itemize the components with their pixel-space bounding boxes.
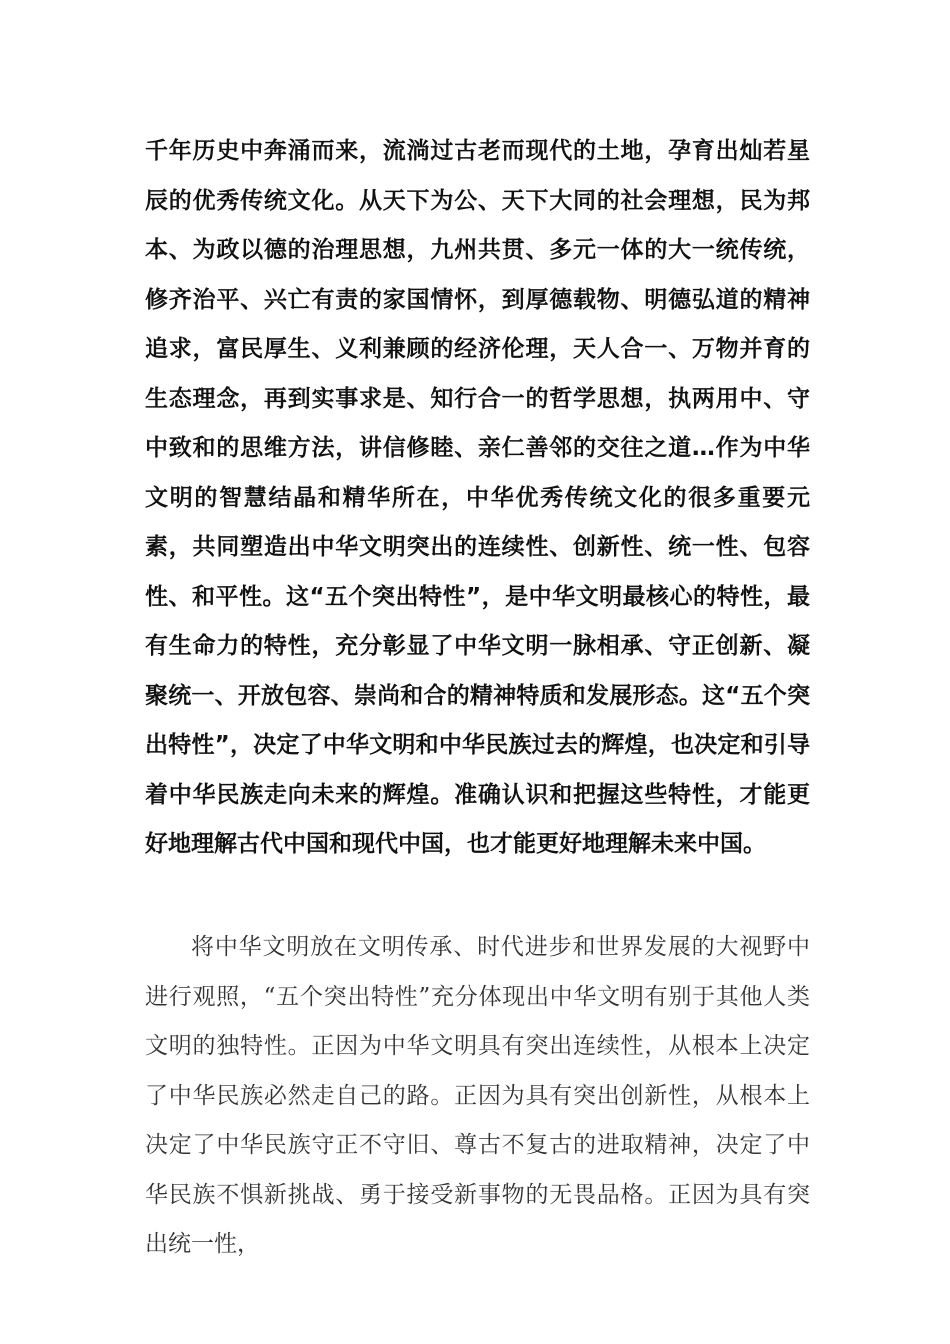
paragraph-cultural-heritage: 千年历史中奔涌而来，流淌过古老而现代的土地，孕育出灿若星辰的优秀传统文化。从天下为公、天下大同的社会理想，民为邦本、为政以德的治理思想，九州共贯、多元一体的大一统传统，修齐治平、兴亡有责的家国情怀，到厚德载物、明德弘道的精神追求，富民厚生、义利兼顾的经济伦理，天人合一、万物并育的生态理念，再到实事求是、知行合一的哲学思想，执两用中、守中致和的思维方法，讲信修睦、亲仁善邻的交往之道…作为中华文明的智慧结晶和精华所在，中华优秀传统文化的很多重要元素，共同塑造出中华文明突出的连续性、创新性、统一性、包容性、和平性。这“五个突出特性”，是中华文明最核心的特性，最有生命力的特性，充分彰显了中华文明一脉相承、守正创新、凝聚统一、开放包容、崇尚和合的精神特质和发展形态。这“五个突出特性”，决定了中华文明和中华民族过去的辉煌，也决定和引导着中华民族走向未来的辉煌。准确认识和把握这些特性，才能更好地理解古代中国和现代中国，也才能更好地理解未来中国。 bbox=[145, 138, 810, 857]
paragraph-five-characteristics: 将中华文明放在文明传承、时代进步和世界发展的大视野中进行观照，“五个突出特性”充分体现出中华文明有别于其他人类文明的独特性。正因为中华文明具有突出连续性，从根本上决定了中华民族必然走自己的路。正因为具有突出创新性，从根本上决定了中华民族守正不守旧、尊古不复古的进取精神，决定了中华民族不惧新挑战、勇于接受新事物的无畏品格。正因为具有突出统一性， bbox=[145, 934, 810, 1257]
